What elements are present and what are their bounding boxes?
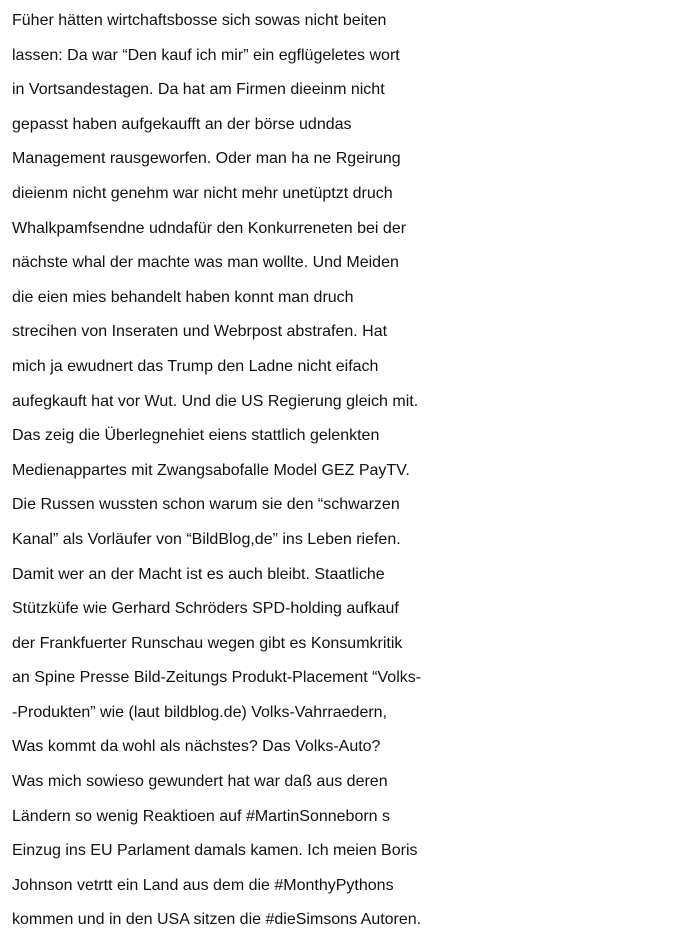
text-line: strecihen von Inseraten und Webrpost abstrafen. Hat (12, 323, 388, 341)
text-line: Was kommt da wohl als nächstes? Das Volks-Auto? (12, 738, 381, 756)
text-line: Medienappartes mit Zwangsabofalle Model GEZ PayTV. (12, 461, 410, 479)
text-line: -Produkten” wie (laut bildblog.de) Volks-Vahrraedern, (12, 703, 388, 721)
text-line: der Frankfuerter Runschau wegen gibt es Konsumkritik (12, 634, 403, 652)
text-line: Johnson vetrtt ein Land aus dem die #MonthyPythons (12, 876, 394, 894)
text-line: kommen und in den USA sitzen die #dieSimsons Autoren. (12, 911, 422, 929)
text-line: Stützküfe wie Gerhard Schröders SPD-holding aufkauf (12, 600, 399, 618)
text-line: dieienm nicht genehm war nicht mehr unetüptzt druch (12, 184, 393, 202)
text-line: aufegkauft hat vor Wut. Und die US Regierung gleich mit. (12, 392, 419, 410)
document-body (12, 4, 682, 938)
text-line: Die Russen wussten schon warum sie den “schwarzen (12, 496, 400, 514)
text-line: Kanal” als Vorläufer von “BildBlog,de” ins Leben riefen. (12, 530, 401, 548)
text-line: Damit wer an der Macht ist es auch bleibt. Staatliche (12, 565, 385, 583)
text-line: nächste whal der machte was man wollte. Und Meiden (12, 254, 399, 272)
text-line: Was mich sowieso gewundert hat war daß aus deren (12, 773, 388, 791)
text-line: die eien mies behandelt haben konnt man druch (12, 288, 354, 306)
text-line: Management rausgeworfen. Oder man ha ne Rgeirung (12, 150, 401, 168)
text-line: Das zeig die Überlegnehiet eiens stattlich gelenkten (12, 427, 380, 445)
text-line: Ländern so wenig Reaktioen auf #MartinSonneborn s (12, 807, 391, 825)
text-line: Whalkpamfsendne udndafür den Konkurreneten bei der (12, 219, 407, 237)
text-line: Füher hätten wirtchaftsbosse sich sowas nicht beiten (12, 12, 387, 29)
text-line: an Spine Presse Bild-Zeitungs Produkt-Placement “Volks- (12, 669, 422, 687)
text-line: Einzug ins EU Parlament damals kamen. Ich meien Boris (12, 842, 418, 860)
text-line: lassen: Da war “Den kauf ich mir” ein egflügeletes wort (12, 46, 400, 64)
text-line: mich ja ewudnert das Trump den Ladne nicht eifach (12, 357, 379, 375)
text-line: in Vortsandestagen. Da hat am Firmen dieeinm nicht (12, 81, 385, 99)
text-line: gepasst haben aufgekaufft an der börse udndas (12, 115, 352, 133)
